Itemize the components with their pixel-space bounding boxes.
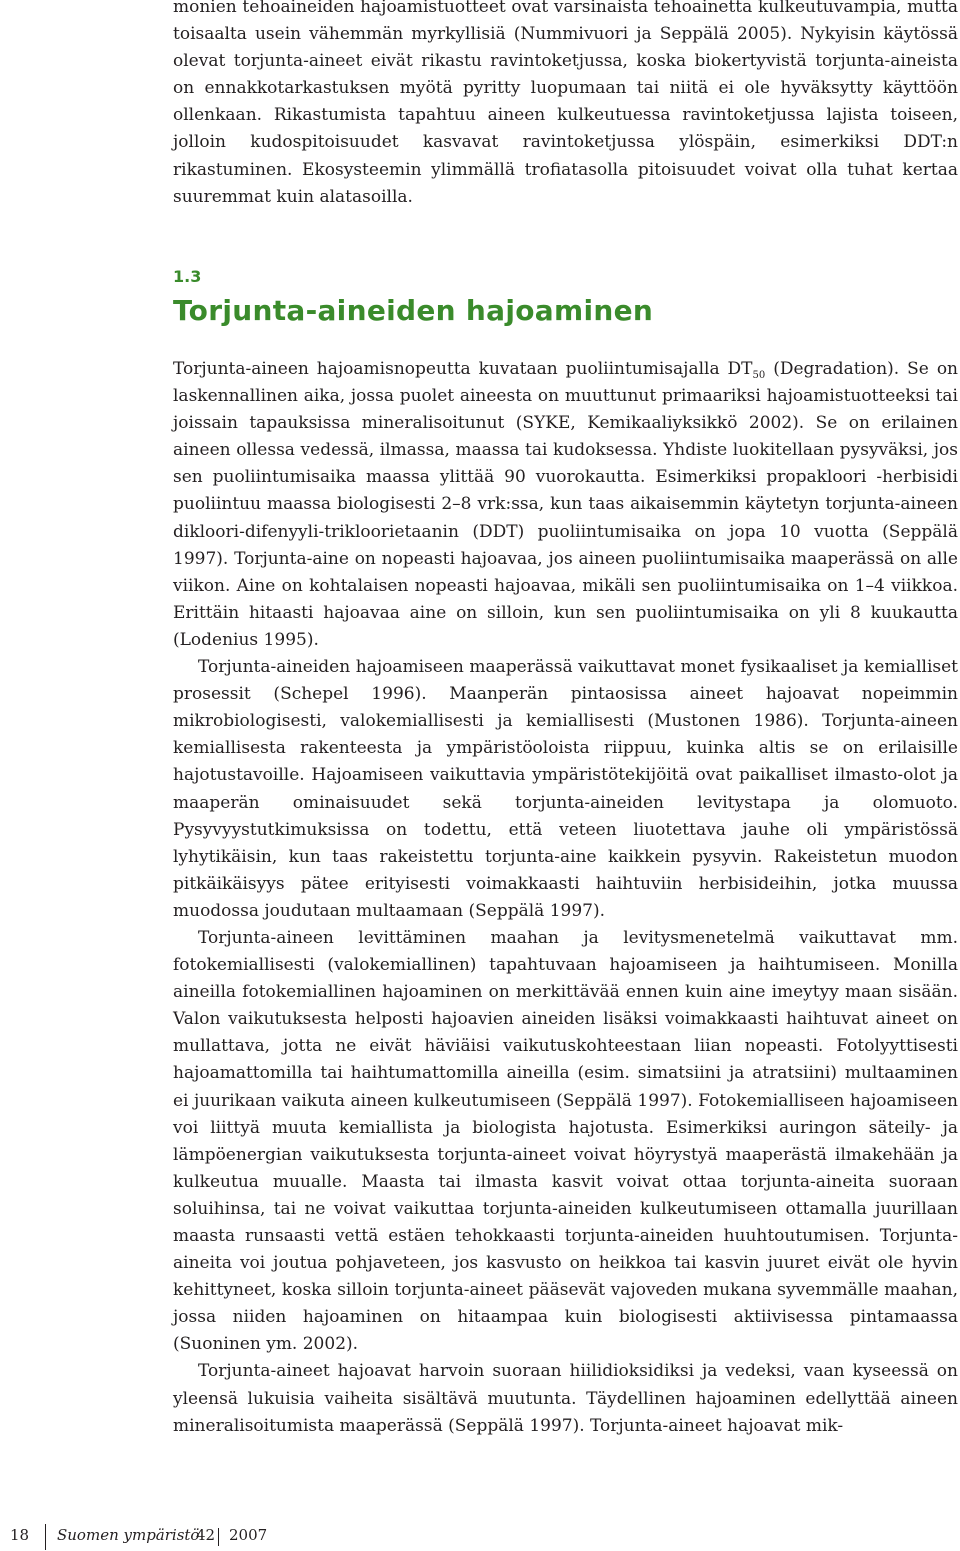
paragraph-4: Torjunta-aineet hajoavat harvoin suoraan hiilidioksidiksi ja vedeksi, vaan kyseessä on yleensä lukuisia vaiheita sisältävä muutunta. Täydellinen hajoaminen edellyttää aineen mineralisoitumista maaperässä (Seppälä 1997). Torjunta-aineet hajoavat mik- bbox=[173, 1361, 958, 1436]
publication-name: Suomen ympäristö bbox=[57, 1526, 200, 1544]
footer-divider bbox=[45, 1524, 46, 1550]
intro-text-block bbox=[173, 0, 958, 211]
paragraph-1-rest: (Degradation). Se on laskennallinen aika, jossa puolet aineesta on muuttunut primaariksi hajoamistuotteeksi tai joissain tapauksissa mineralisoitunut (SYKE, Kemikaaliyksikkö 2002). Se on erilainen aineen ollessa vedessä, ilmassa, maassa tai kudoksessa. Yhdiste luokitellaan pysyväksi, jos sen puoliintumisaika maassa ylittää 90 vuorokautta. Esimerkiksi propakloori -herbisidi puoliintuu maassa biologisesti 2–8 vrk:ssa, kun taas aikaisemmin käytetyn torjunta-aineen dikloori-difenyyli-trikloorietaanin (DDT) puoliintumisaika on jopa 10 vuotta (Seppälä 1997). Torjunta-aine on nopeasti hajoavaa, jos aineen puoliintumisaika maaperässä on alle viikon. Aine on kohtalaisen nopeasti hajoavaa, mikäli sen puoliintumisaika on 1–4 viikkoa. Erittäin hitaasti hajoavaa aine on silloin, kun sen puoliintumisaika on yli 8 kuukautta (Lodenius 1995). bbox=[173, 359, 959, 650]
section-body bbox=[173, 356, 958, 1440]
paragraph-1-start: Torjunta-aineen hajoamisnopeutta kuvataan puoliintumisajalla DT bbox=[173, 359, 753, 379]
footer-volume-divider bbox=[218, 1528, 219, 1546]
paragraph-1 bbox=[173, 356, 958, 654]
page-footer bbox=[0, 1524, 400, 1548]
page-number: 18 bbox=[10, 1526, 30, 1544]
volume-number: 42 bbox=[196, 1526, 216, 1544]
section-number: 1.3 bbox=[173, 267, 202, 286]
intro-paragraph: monien tehoaineiden hajoamistuotteet ovat varsinaista tehoainetta kulkeutuvampia, mutta toisaalta usein vähemmän myrkyllisiä (Nummivuori ja Seppälä 2005). Nykyisin käytössä olevat torjunta-aineet eivät rikastu ravintoketjussa, koska biokertyvistä torjunta-aineista on ennakkotarkastuksen myötä pyritty luopumaan tai niitä ei ole hyväksytty käyttöön ollenkaan. Rikastumista tapahtuu aineen kulkeutuessa ravintoketjussa lajista toiseen, jolloin kudospitoisuudet kasvavat ravintoketjussa ylöspäin, esimerkiksi DDT:n rikastuminen. Ekosysteemin ylimmällä trofiatasolla pitoisuudet voivat olla tuhat kertaa suuremmat kuin alatasoilla. bbox=[173, 0, 958, 207]
section-title: Torjunta-aineiden hajoaminen bbox=[173, 294, 654, 327]
publication-year: 2007 bbox=[229, 1526, 268, 1544]
dt-subscript: 50 bbox=[752, 370, 766, 381]
paragraph-2: Torjunta-aineiden hajoamiseen maaperässä vaikuttavat monet fysikaaliset ja kemialliset prosessit (Schepel 1996). Maanperän pintaosissa aineet hajoavat nopeimmin mikrobiologisesti, valokemiallisesti ja kemiallisesti (Mustonen 1986). Torjunta-aineen kemiallisesta rakenteesta ja ympäristöoloista riippuu, kuinka altis se on erilaisille hajotustavoille. Hajoamiseen vaikuttavia ympäristötekijöitä ovat paikalliset ilmasto-olot ja maaperän ominaisuudet sekä torjunta-aineiden levitystapa ja olomuoto. Pysyvyystutkimuksissa on todettu, että veteen liuotettava jauhe oli ympäristössä lyhytikäisin, kun taas rakeistettu torjunta-aine kaikkein pysyvin. Rakeistetun muodon pitkäikäisyys pätee erityisesti voimakkaasti haihtuviin herbisideihin, jotka muussa muodossa joudutaan multaamaan (Seppälä 1997). bbox=[173, 657, 958, 921]
paragraph-3: Torjunta-aineen levittäminen maahan ja levitysmenetelmä vaikuttavat mm. fotokemiallisesti (valokemiallinen) tapahtuvaan hajoamiseen ja haihtumiseen. Monilla aineilla fotokemiallinen hajoaminen on merkittävää ennen kuin aine imeytyy maan sisään. Valon vaikutuksesta helposti hajoavien aineiden lisäksi voimakkaasti haihtuvat aineet on mullattava, jotta ne eivät häviäisi vaikutuskohteestaan liian nopeasti. Fotolyyttisesti hajoamattomilla tai haihtumattomilla aineilla (esim. simatsiini ja atratsiini) multaaminen ei juurikaan vaikuta aineen kulkeutumiseen (Seppälä 1997). Fotokemialliseen hajoamiseen voi liittyä muuta kemiallista ja biologista hajotusta. Esimerkiksi auringon säteily- ja lämpöenergian vaikutuksesta torjunta-aineet voivat höyrystyä maaperästä ilmakehään ja kulkeutua muualle. Maasta tai ilmasta kasvit voivat ottaa torjunta-aineita suoraan soluihinsa, tai ne voivat vaikuttaa torjunta-aineiden kulkeutumiseen ottamalla juurillaan maasta runsaasti vettä estäen tehokkaasti torjunta-aineiden huuhtoutumisen. Torjunta-aineita voi joutua pohjaveteen, jos kasvusto on heikkoa tai kasvin juuret eivät ole hyvin kehittyneet, koska silloin torjunta-aineet pääsevät vajoveden mukana syvemmälle maahan, jossa niiden hajoaminen on hitaampaa kuin biologisesti aktiivisessa pintamaassa (Suoninen ym. 2002). bbox=[173, 927, 958, 1355]
